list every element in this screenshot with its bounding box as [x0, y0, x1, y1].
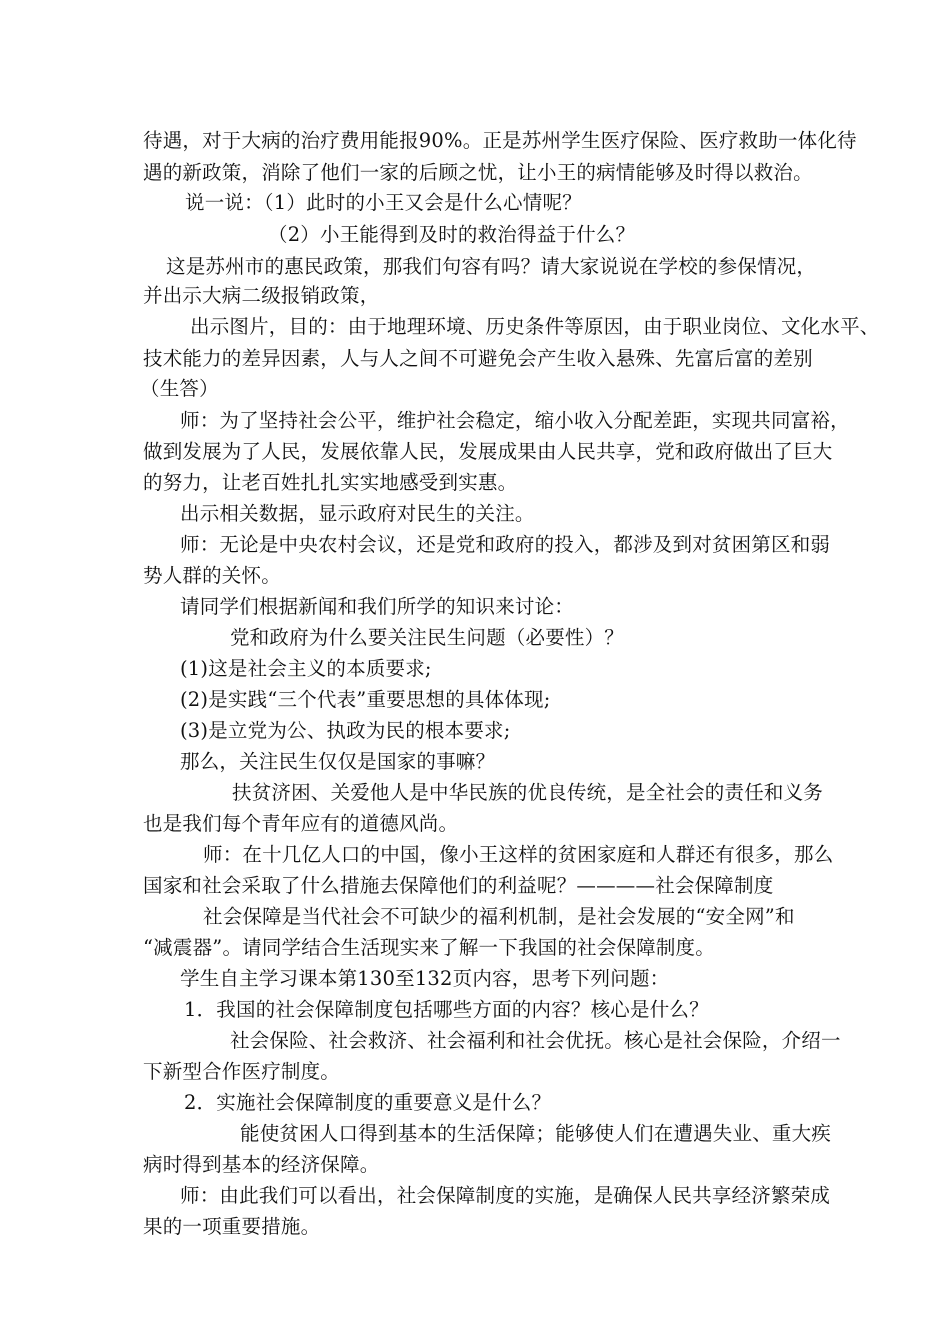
- text-line: 待遇，对于大病的治疗费用能报90%。正是苏州学生医疗保险、医疗救助一体化待: [143, 129, 857, 152]
- text-line: 能使贫困人口得到基本的生活保障；能够使人们在遭遇失业、重大疾: [240, 1122, 832, 1145]
- text-line: 病时得到基本的经济保障。: [143, 1153, 380, 1176]
- text-line: 做到发展为了人民，发展依靠人民，发展成果由人民共享，党和政府做出了巨大: [143, 440, 833, 463]
- text-line: (2)是实践“三个代表”重要思想的具体体现;: [180, 688, 551, 711]
- text-line: 说一说：（1）此时的小王又会是什么心情呢？: [185, 191, 582, 214]
- text-line: 下新型合作医疗制度。: [143, 1060, 341, 1083]
- text-line: 师：在十几亿人口的中国，像小王这样的贫困家庭和人群还有很多，那么: [203, 843, 834, 866]
- text-line: 遇的新政策，消除了他们一家的后顾之忧，让小王的病情能够及时得以救治。: [143, 161, 813, 184]
- text-line: 那么，关注民生仅仅是国家的事嘛？: [180, 750, 496, 773]
- text-line: 师：为了坚持社会公平，维护社会稳定，缩小收入分配差距，实现共同富裕，: [180, 409, 850, 432]
- text-line: （2）小王能得到及时的救治得益于什么？: [268, 223, 636, 246]
- text-line: 师：由此我们可以看出，社会保障制度的实施，是确保人民共享经济繁荣成: [180, 1184, 831, 1207]
- text-line: 1．我国的社会保障制度包括哪些方面的内容？核心是什么？: [184, 998, 709, 1021]
- text-line: 技术能力的差异因素，人与人之间不可避免会产生收入悬殊、先富后富的差别: [143, 347, 813, 370]
- text-line: 这是苏州市的惠民政策，那我们句容有吗？请大家说说在学校的参保情况，: [166, 255, 817, 278]
- text-line: 并出示大病二级报销政策，: [143, 284, 380, 307]
- text-line: 也是我们每个青年应有的道德风尚。: [143, 812, 459, 835]
- text-line: 出示相关数据，显示政府对民生的关注。: [180, 502, 535, 525]
- text-line: “减震器”。请同学结合生活现实来了解一下我国的社会保障制度。: [143, 936, 715, 959]
- text-line: 社会保障是当代社会不可缺少的福利机制，是社会发展的“安全网”和: [203, 905, 795, 928]
- text-line: 学生自主学习课本第130至132页内容，思考下列问题：: [180, 967, 670, 990]
- text-line: （生答）: [140, 377, 219, 400]
- text-line: 师：无论是中央农村会议，还是党和政府的投入，都涉及到对贫困第区和弱: [180, 533, 831, 556]
- text-line: 2．实施社会保障制度的重要意义是什么？: [184, 1091, 552, 1114]
- text-line: 果的一项重要措施。: [143, 1215, 321, 1238]
- text-line: (1)这是社会主义的本质要求;: [180, 657, 432, 680]
- text-line: 请同学们根据新闻和我们所学的知识来讨论：: [180, 595, 575, 618]
- text-line: 出示图片，目的：由于地理环境、历史条件等原因，由于职业岗位、文化水平、: [190, 315, 880, 338]
- text-line: 扶贫济困、关爱他人是中华民族的优良传统，是全社会的责任和义务: [232, 781, 824, 804]
- text-line: 党和政府为什么要关注民生问题（必要性）？: [230, 626, 625, 649]
- text-line: (3)是立党为公、执政为民的根本要求;: [180, 719, 511, 742]
- text-line: 国家和社会采取了什么措施去保障他们的利益呢？————社会保障制度: [143, 874, 774, 897]
- text-line: 势人群的关怀。: [143, 564, 281, 587]
- text-line: 社会保险、社会救济、社会福利和社会优抚。核心是社会保险，介绍一: [230, 1029, 841, 1052]
- text-line: 的努力，让老百姓扎扎实实地感受到实惠。: [143, 471, 518, 494]
